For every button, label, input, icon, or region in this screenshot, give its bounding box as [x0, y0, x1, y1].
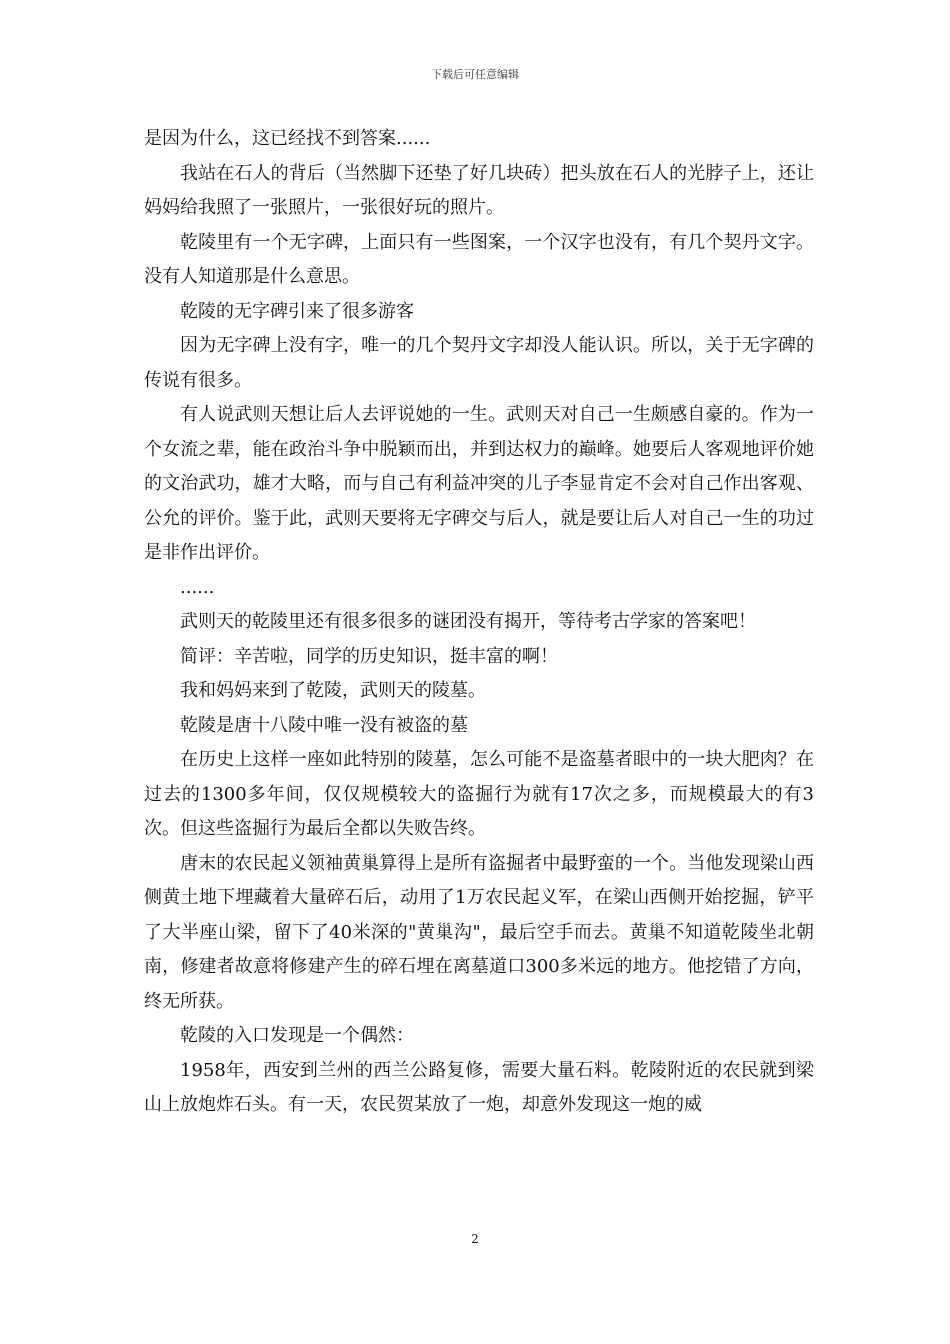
document-body [144, 122, 814, 1123]
paragraph: 乾陵的无字碑引来了很多游客 [180, 300, 414, 322]
paragraph: 我和妈妈来到了乾陵，武则天的陵墓。 [180, 680, 486, 701]
page-number: 2 [471, 1232, 479, 1246]
paragraph: 唐末的农民起义领袖黄巢算得上是所有盗掘者中最野蛮的一个。当他发现梁山西侧黄土地下埋藏着大量碎石后，动用了1万农民起义军，在梁山西侧开始挖掘，铲平了大半座山梁，留下了40米深的"黄巢沟"，最后空手而去。黄巢不知道乾陵坐北朝南，修建者故意将修建产生的碎石埋在离墓道口300多米远的地方。他挖错了方向，终无所获。 [144, 852, 814, 1012]
paragraph: 武则天的乾陵里还有很多很多的谜团没有揭开，等待考古学家的答案吧！ [180, 611, 756, 632]
paragraph: 乾陵是唐十八陵中唯一没有被盗的墓 [180, 714, 468, 736]
paragraph: 乾陵的入口发现是一个偶然： [180, 1025, 414, 1046]
paragraph: 在历史上这样一座如此特别的陵墓，怎么可能不是盗墓者眼中的一块大肥肉？在过去的1300多年间，仅仅规模较大的盗掘行为就有17次之多，而规模最大的有3次。但这些盗掘行为最后全都以失败告终。 [144, 749, 814, 839]
paragraph: 我站在石人的背后（当然脚下还垫了好几块砖）把头放在石人的光脖子上，还让妈妈给我照了一张照片，一张很好玩的照片。 [144, 162, 814, 218]
paragraph: 乾陵里有一个无字碑，上面只有一些图案，一个汉字也没有，有几个契丹文字。没有人知道那是什么意思。 [144, 231, 814, 287]
paragraph: 是因为什么，这已经找不到答案...... [144, 128, 431, 149]
paragraph: 简评：辛苦啦，同学的历史知识，挺丰富的啊！ [180, 645, 558, 667]
paragraph: 因为无字碑上没有字，唯一的几个契丹文字却没人能认识。所以，关于无字碑的传说有很多。 [144, 335, 814, 391]
paragraph: 有人说武则天想让后人去评说她的一生。武则天对自己一生颇感自豪的。作为一个女流之辈，能在政治斗争中脱颖而出，并到达权力的巅峰。她要后人客观地评价她的文治武功，雄才大略，而与自己有利益冲突的儿子李显肯定不会对自己作出客观、公允的评价。鉴于此，武则天要将无字碑交与后人，就是要让后人对自己一生的功过是非作出评价。 [144, 404, 814, 563]
paragraph: 1958年，西安到兰州的西兰公路复修，需要大量石料。乾陵附近的农民就到梁山上放炮炸石头。有一天，农民贺某放了一炮，却意外发现这一炮的威 [144, 1059, 814, 1115]
page-header: 下载后可任意编辑 [431, 68, 519, 81]
paragraph: ...... [180, 576, 215, 598]
